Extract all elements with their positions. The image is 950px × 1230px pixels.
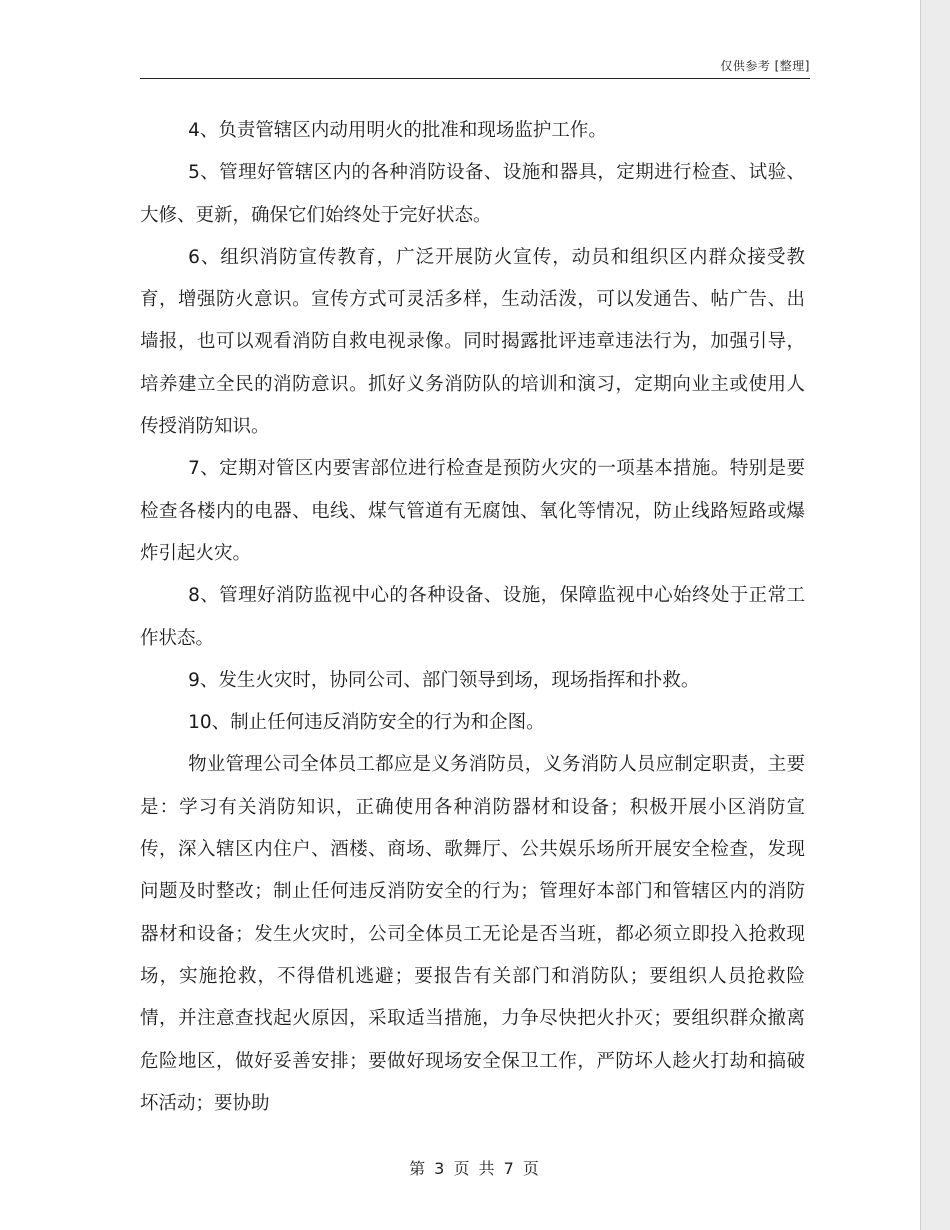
document-body [140,110,805,1125]
header-note: 仅供参考 [整理] [720,59,810,73]
paragraph-item-8: 8、管理好消防监视中心的各种设备、设施，保障监视中心始终处于正常工作状态。 [140,585,805,649]
paragraph-item-6: 6、组织消防宣传教育，广泛开展防火宣传，动员和组织区内群众接受教育，增强防火意识。宣传方式可灵活多样，生动活泼，可以发通告、帖广告、出墙报，也可以观看消防自救电视录像。同时揭露批评违章违法行为，加强引导，培养建立全民的消防意识。抓好义务消防队的培训和演习，定期向业主或使用人传授消防知识。 [140,246,805,438]
paragraph-item-7: 7、定期对管区内要害部位进行检查是预防火灾的一项基本措施。特别是要检查各楼内的电器、电线、煤气管道有无腐蚀、氧化等情况，防止线路短路或爆炸引起火灾。 [140,458,805,564]
paragraph-volunteer-duties: 物业管理公司全体员工都应是义务消防员，义务消防人员应制定职责，主要是：学习有关消防知识，正确使用各种消防器材和设备；积极开展小区消防宣传，深入辖区内住户、酒楼、商场、歌舞厅、公共娱乐场所开展安全检查，发现问题及时整改；制止任何违反消防安全的行为；管理好本部门和管辖区内的消防器材和设备；发生火灾时，公司全体员工无论是否当班，都必须立即投入抢救现场，实施抢救，不得借机逃避；要报告有关部门和消防队；要组织人员抢救险情，并注意查找起火原因，采取适当措施，力争尽快把火扑灭；要组织群众撤离危险地区，做好妥善安排；要做好现场安全保卫工作，严防坏人趁火打劫和搞破坏活动；要协助 [140,754,805,1114]
page-number: 第 3 页 共 7 页 [409,1159,541,1178]
paragraph-item-9: 9、发生火灾时，协同公司、部门领导到场，现场指挥和扑救。 [188,669,700,691]
paragraph-item-5: 5、管理好管辖区内的各种消防设备、设施和器具，定期进行检查、试验、大修、更新，确保它们始终处于完好状态。 [140,162,805,226]
page-header [140,56,810,79]
paragraph-item-10: 10、制止任何违反消防安全的行为和企图。 [188,712,545,734]
paragraph-item-4: 4、负责管辖区内动用明火的批准和现场监护工作。 [188,120,607,141]
